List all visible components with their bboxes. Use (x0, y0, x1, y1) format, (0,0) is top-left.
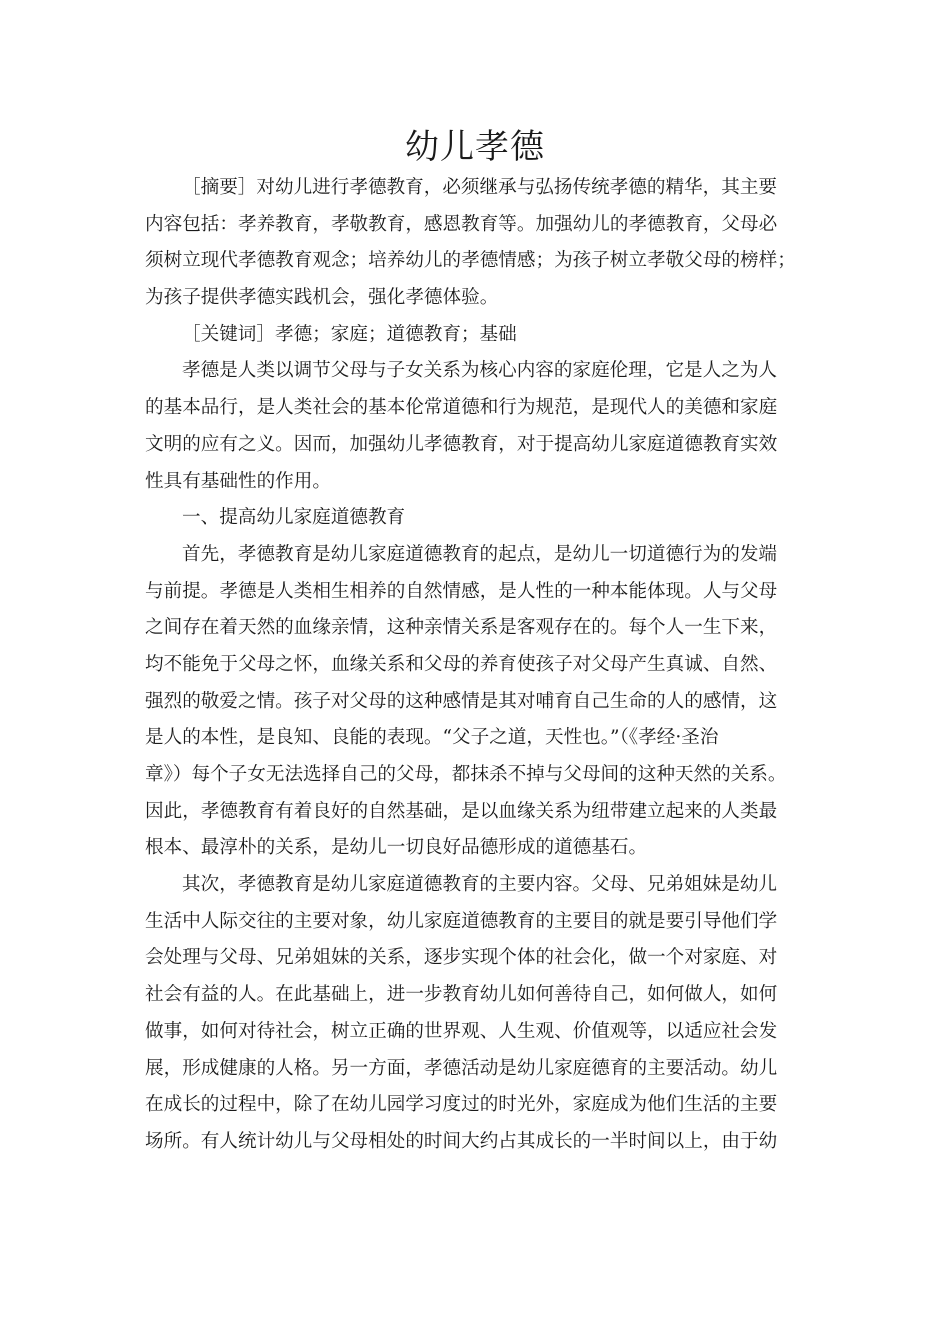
text-line: 章》）每个子女无法选择自己的父母，都抹杀不掉与父母间的这种天然的关系。 (145, 764, 787, 785)
text-line: 一、提高幼儿家庭道德教育 (182, 507, 406, 529)
text-line: 根本、最淳朴的关系，是幼儿一切良好品德形成的道德基石。 (145, 837, 648, 859)
text-line: 社会有益的人。在此基础上，进一步教育幼儿如何善待自己，如何做人，如何 (145, 984, 778, 1006)
text-line: 孝德是人类以调节父母与子女关系为核心内容的家庭伦理，它是人之为人 (182, 360, 778, 382)
text-line: 其次，孝德教育是幼儿家庭道德教育的主要内容。父母、兄弟姐妹是幼儿 (182, 874, 778, 896)
text-line: 展，形成健康的人格。另一方面，孝德活动是幼儿家庭德育的主要活动。幼儿 (145, 1057, 778, 1079)
text-line: 性具有基础性的作用。 (145, 470, 331, 492)
text-line: 强烈的敬爱之情。孩子对父母的这种感情是其对哺育自己生命的人的感情，这 (145, 690, 778, 712)
text-line: 因此，孝德教育有着良好的自然基础，是以血缘关系为纽带建立起来的人类最 (145, 800, 778, 822)
text-line: 做事，如何对待社会，树立正确的世界观、人生观、价值观等，以适应社会发 (145, 1020, 778, 1042)
text-line: 会处理与父母、兄弟姐妹的关系，逐步实现个体的社会化，做一个对家庭、对 (145, 947, 778, 969)
text-line: 为孩子提供孝德实践机会，强化孝德体验。 (145, 287, 499, 309)
text-line: 均不能免于父母之怀，血缘关系和父母的养育使孩子对父母产生真诚、自然、 (145, 653, 778, 675)
text-line: 之间存在着天然的血缘亲情，这种亲情关系是客观存在的。每个人一生下来， (145, 617, 778, 639)
text-line: 生活中人际交往的主要对象，幼儿家庭道德教育的主要目的就是要引导他们学 (145, 910, 778, 932)
document-body (145, 170, 805, 1161)
text-line: 与前提。孝德是人类相生相养的自然情感，是人性的一种本能体现。人与父母 (145, 580, 778, 602)
page-title: 幼儿孝德 (405, 127, 545, 167)
text-line: 在成长的过程中，除了在幼儿园学习度过的时光外，家庭成为他们生活的主要 (145, 1094, 778, 1116)
text-line: 的基本品行，是人类社会的基本伦常道德和行为规范，是现代人的美德和家庭 (145, 397, 778, 419)
text-line: 是人的本性，是良知、良能的表现。“父子之道，天性也。”（《孝经·圣治 (145, 727, 719, 749)
text-line: 内容包括：孝养教育，孝敬教育，感恩教育等。加强幼儿的孝德教育，父母必 (145, 213, 778, 235)
text-line: 首先，孝德教育是幼儿家庭道德教育的起点，是幼儿一切道德行为的发端 (182, 543, 778, 565)
text-line: 须树立现代孝德教育观念；培养幼儿的孝德情感；为孩子树立孝敬父母的榜样； (145, 250, 796, 272)
text-line: 文明的应有之义。因而，加强幼儿孝德教育，对于提高幼儿家庭道德教育实效 (145, 433, 778, 455)
text-line: ［关键词］孝德；家庭；道德教育；基础 (182, 323, 517, 345)
text-line: 场所。有人统计幼儿与父母相处的时间大约占其成长的一半时间以上，由于幼 (145, 1130, 778, 1152)
text-line: ［摘要］对幼儿进行孝德教育，必须继承与弘扬传统孝德的精华，其主要 (182, 177, 778, 198)
